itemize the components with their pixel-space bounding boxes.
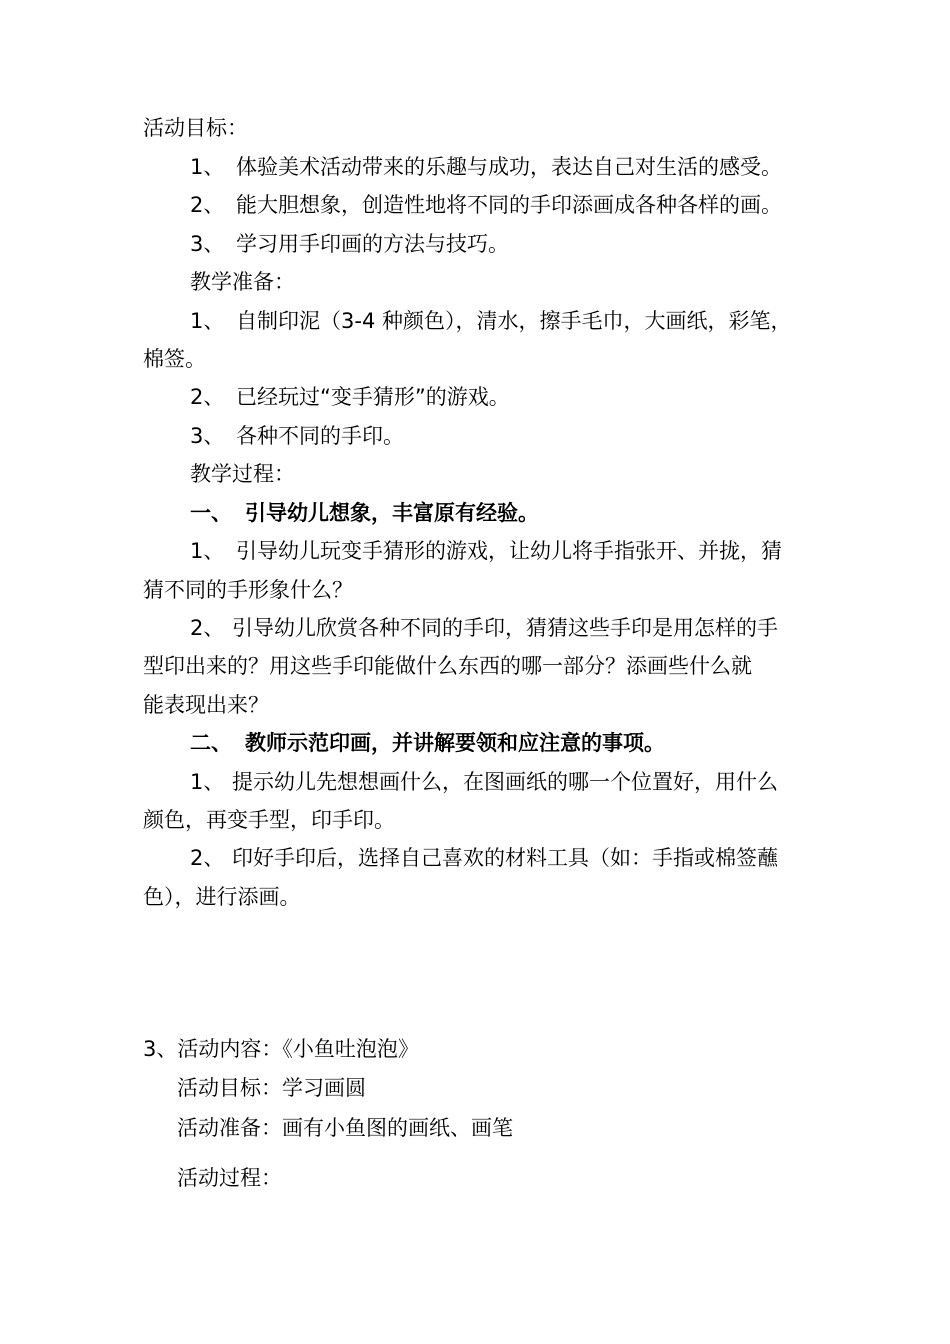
step-2-item-2-num: 2、 bbox=[190, 846, 225, 870]
step-2-item-2 bbox=[190, 845, 778, 871]
step-1-item-2-cont-1: 型印出来的？用这些手印能做什么东西的哪一部分？添画些什么就 bbox=[143, 654, 752, 678]
step-1-item-1-text: 引导幼儿玩变手猜形的游戏，让幼儿将手指张开、并拢，猜 bbox=[236, 539, 782, 563]
goal-item-3-num: 3、 bbox=[190, 232, 225, 256]
step-2-item-1-num: 1、 bbox=[190, 770, 225, 794]
step-2-item-2-cont: 色），进行添画。 bbox=[143, 885, 301, 909]
step-2-title: 教师示范印画，并讲解要领和应注意的事项。 bbox=[245, 731, 665, 755]
goal-item-1-num: 1、 bbox=[190, 155, 225, 179]
step-2-num: 二、 bbox=[190, 731, 232, 755]
step-1-title: 引导幼儿想象，丰富原有经验。 bbox=[245, 501, 539, 525]
goal-item-1 bbox=[190, 154, 782, 180]
step-1-num: 一、 bbox=[190, 501, 232, 525]
prep-item-3-text: 各种不同的手印。 bbox=[236, 424, 404, 448]
goal-item-1-text: 体验美术活动带来的乐趣与成功，表达自己对生活的感受。 bbox=[236, 155, 782, 179]
process-heading: 教学过程： bbox=[190, 462, 295, 486]
goal-item-3 bbox=[190, 231, 509, 257]
step-2-heading bbox=[190, 730, 665, 756]
prep-item-1-text: 自制印泥（3-4 种颜色），清水，擦手毛巾，大画纸，彩笔， bbox=[236, 309, 792, 333]
goal-item-2 bbox=[190, 192, 782, 218]
step-1-item-2-num: 2、 bbox=[190, 616, 225, 640]
step-1-heading bbox=[190, 500, 539, 526]
section-3-title: 3、活动内容：《小鱼吐泡泡》 bbox=[143, 1037, 419, 1061]
prep-item-1-num: 1、 bbox=[190, 309, 225, 333]
prep-heading: 教学准备： bbox=[190, 270, 295, 294]
step-1-item-2-cont-2: 能表现出来？ bbox=[143, 693, 269, 717]
section-3-goal: 活动目标：学习画圆 bbox=[177, 1076, 366, 1100]
step-2-item-1-cont: 颜色，再变手型，印手印。 bbox=[143, 808, 395, 832]
prep-item-3 bbox=[190, 423, 404, 449]
step-2-item-2-text: 印好手印后，选择自己喜欢的材料工具（如：手指或棉签蘸 bbox=[232, 846, 778, 870]
step-1-item-2 bbox=[190, 615, 778, 641]
prep-item-2-num: 2、 bbox=[190, 385, 225, 409]
goal-heading: 活动目标： bbox=[143, 116, 248, 140]
prep-item-1-cont: 棉签。 bbox=[143, 347, 206, 371]
goal-item-2-text: 能大胆想象，创造性地将不同的手印添画成各种各样的画。 bbox=[236, 193, 782, 217]
section-3-prep: 活动准备：画有小鱼图的画纸、画笔 bbox=[177, 1116, 513, 1140]
section-3-process: 活动过程： bbox=[177, 1166, 282, 1190]
goal-item-3-text: 学习用手印画的方法与技巧。 bbox=[236, 232, 509, 256]
prep-item-2-text: 已经玩过“变手猜形”的游戏。 bbox=[236, 385, 510, 409]
step-2-item-1-text: 提示幼儿先想想画什么，在图画纸的哪一个位置好，用什么 bbox=[232, 770, 778, 794]
step-1-item-2-text: 引导幼儿欣赏各种不同的手印，猜猜这些手印是用怎样的手 bbox=[232, 616, 778, 640]
step-1-item-1-num: 1、 bbox=[190, 539, 225, 563]
step-2-item-1 bbox=[190, 769, 778, 795]
step-1-item-1-cont: 猜不同的手形象什么？ bbox=[143, 578, 353, 602]
prep-item-3-num: 3、 bbox=[190, 424, 225, 448]
step-1-item-1 bbox=[190, 538, 782, 564]
goal-item-2-num: 2、 bbox=[190, 193, 225, 217]
prep-item-2 bbox=[190, 384, 510, 410]
prep-item-1 bbox=[190, 308, 791, 334]
